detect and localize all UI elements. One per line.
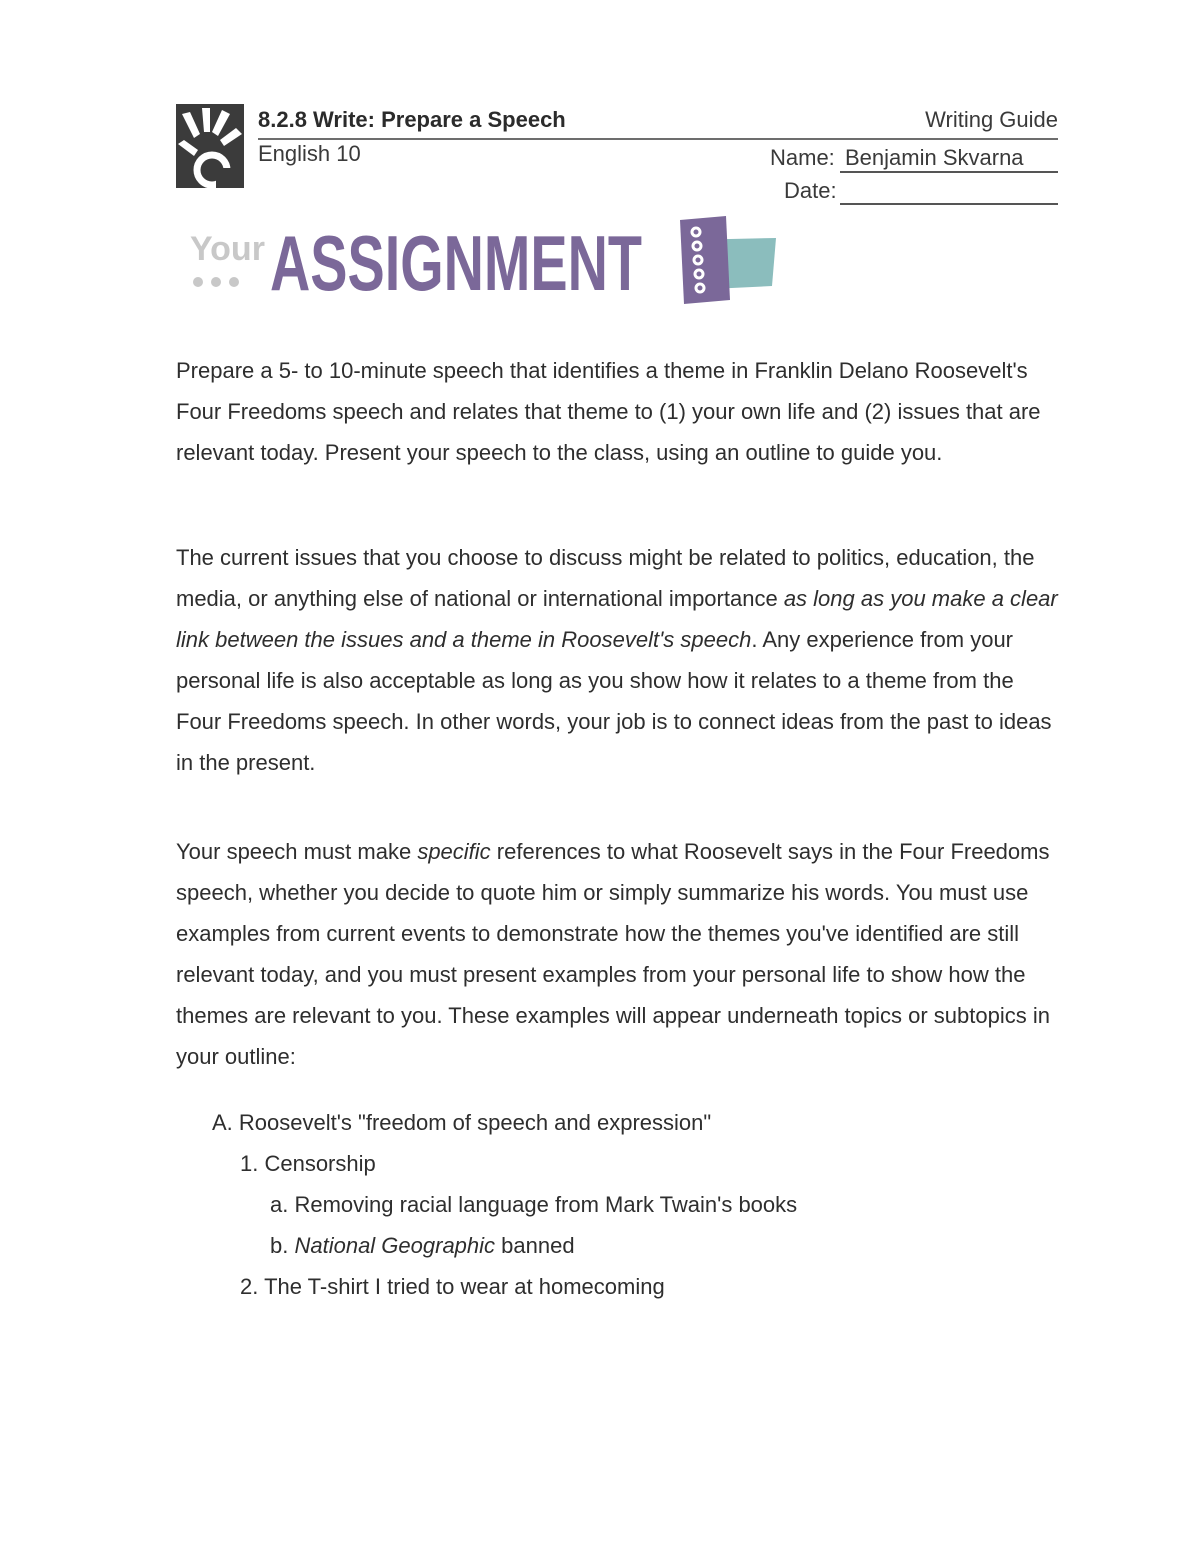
example-outline (176, 1102, 1061, 1307)
paragraph-text: The current issues that you choose to discuss might be related to politics, education, the media, or anything else of national or international importance (176, 545, 1035, 611)
date-label: Date: (784, 178, 837, 203)
emphasized-text: specific (417, 839, 491, 864)
course-name: English 10 (258, 141, 361, 166)
paragraph-current-issues (176, 537, 1061, 783)
banner-dot (211, 277, 221, 287)
outline-item-1: 1. Censorship (240, 1151, 376, 1176)
emphasized-text: as long as you make a clear link between the issues and a theme in Roosevelt's speech (176, 586, 1058, 652)
banner-assignment-text: ASSIGNMENT (270, 219, 642, 307)
your-assignment-banner (186, 212, 786, 312)
name-underline (840, 171, 1058, 173)
outline-item-1b (176, 1225, 1061, 1266)
notebook-icon (680, 216, 776, 304)
document-type-label: Writing Guide (925, 107, 1058, 132)
paragraph-text: . Any experience from your personal life is also acceptable as long as you show how it relates to a theme from the Four Freedoms speech. In other words, your job is to connect ideas from the past to ideas in the present. (176, 627, 1052, 775)
outline-item-prefix: b. (270, 1233, 295, 1258)
paragraph-assignment-summary: Prepare a 5- to 10-minute speech that identifies a theme in Franklin Delano Roosevelt's Four Freedoms speech and relates that theme to (1) your own life and (2) issues that are relevant today. Present your speech to the class, using an outline to guide you. (176, 358, 1041, 465)
outline-item-1a: a. Removing racial language from Mark Twain's books (270, 1192, 798, 1217)
date-field[interactable] (840, 203, 1058, 205)
paragraph-requirements (176, 831, 1061, 1077)
publication-title: National Geographic (294, 1233, 496, 1258)
header-divider (258, 138, 1058, 140)
outline-item-2: 2. The T-shirt I tried to wear at homecoming (240, 1274, 665, 1299)
banner-your-text: Your (190, 230, 265, 268)
paragraph-text: references to what Roosevelt says in the Four Freedoms speech, whether you decide to quote him or simply summarize his words. You must use examples from current events to demonstrate how the themes you've identified are still relevant today, and you must present examples from your personal life to show how the themes are relevant to you. These examples will appear underneath topics or subtopics in your outline: (176, 839, 1050, 1069)
outline-item-a: A. Roosevelt's "freedom of speech and expression" (212, 1110, 712, 1135)
document-title: 8.2.8 Write: Prepare a Speech (258, 107, 566, 132)
outline-item-suffix: banned (495, 1233, 575, 1258)
banner-dot (193, 277, 203, 287)
paragraph-text: Your speech must make (176, 839, 418, 864)
name-label: Name: (770, 145, 835, 170)
publisher-logo-icon (176, 104, 244, 188)
banner-dot (229, 277, 239, 287)
name-field[interactable]: Benjamin Skvarna (845, 145, 1024, 170)
